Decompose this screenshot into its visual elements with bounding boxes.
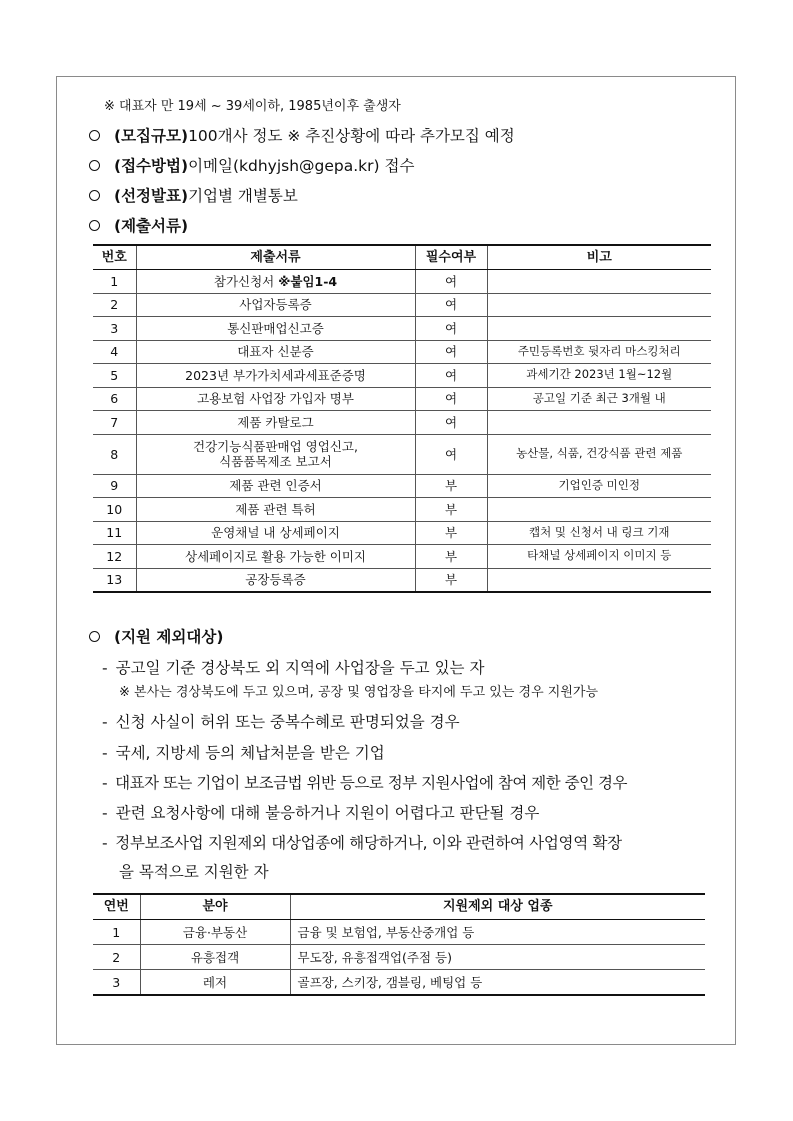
table-header-row	[93, 245, 711, 270]
dash-bullet-icon: -	[102, 834, 108, 852]
table-row: 5 2023년 부가가치세과세표준증명 여 과세기간 2023년 1월~12월	[93, 364, 711, 388]
exclusion-bullet-4: - 대표자 또는 기업이 보조금법 위반 등으로 정부 지원사업에 참여 제한 중인 경우	[102, 774, 627, 792]
submission-docs-table	[93, 244, 711, 593]
exclusion-bullet-1: - 공고일 기준 경상북도 외 지역에 사업장을 두고 있는 자	[102, 659, 485, 677]
exclusion-bullet-6: - 정부보조사업 지원제외 대상업종에 해당하거나, 이와 관련하여 사업영역 확장	[102, 834, 622, 852]
header-industry: 지원제외 대상 업종	[290, 894, 705, 920]
header-remarks: 비고	[487, 245, 711, 270]
dash-bullet-icon: -	[102, 804, 108, 822]
dash-bullet-icon: -	[102, 659, 108, 677]
table-row: 12 상세페이지로 활용 가능한 이미지 부 타채널 상세페이지 이미지 등	[93, 545, 711, 569]
table-row: 9 제품 관련 인증서 부 기업인증 미인정	[93, 474, 711, 498]
table-row: 3 통신판매업신고증 여	[93, 317, 711, 341]
table-row: 4 대표자 신분증 여 주민등록번호 뒷자리 마스킹처리	[93, 340, 711, 364]
circle-bullet-icon	[89, 190, 100, 201]
age-note: ※ 대표자 만 19세 ~ 39세이하, 1985년이후 출생자	[104, 99, 401, 114]
table-row: 1 참가신청서 ※붙임1-4 여	[93, 270, 711, 294]
header-required: 필수여부	[415, 245, 487, 270]
item-application-method: (접수방법) 이메일(kdhyjsh@gepa.kr) 접수	[89, 154, 414, 176]
item-selection-announcement: (선정발표) 기업별 개별통보	[89, 184, 298, 206]
exclusion-bullet-2: - 신청 사실이 허위 또는 중복수혜로 판명되었을 경우	[102, 713, 460, 731]
exclusion-bullet-1-note: ※ 본사는 경상북도에 두고 있으며, 공장 및 영업장을 타지에 두고 있는 경우 지원가능	[119, 685, 599, 700]
exclusion-bullet-5: - 관련 요청사항에 대해 불응하거나 지원이 어렵다고 판단될 경우	[102, 804, 540, 822]
table-row: 10 제품 관련 특허 부	[93, 498, 711, 522]
excluded-industries-table	[93, 893, 705, 996]
exclusion-bullet-6-continuation: 을 목적으로 지원한 자	[119, 863, 269, 881]
header-document: 제출서류	[136, 245, 415, 270]
item-submission-docs: (제출서류)	[89, 214, 188, 236]
exclusion-heading: (지원 제외대상)	[89, 625, 223, 647]
circle-bullet-icon	[89, 130, 100, 141]
dash-bullet-icon: -	[102, 774, 108, 792]
circle-bullet-icon	[89, 220, 100, 231]
table-row: 1 금융·부동산 금융 및 보험업, 부동산중개업 등	[93, 920, 705, 945]
table-row: 6 고용보험 사업장 가입자 명부 여 공고일 기준 최근 3개월 내	[93, 387, 711, 411]
dash-bullet-icon: -	[102, 744, 108, 762]
table-row: 7 제품 카탈로그 여	[93, 411, 711, 435]
table-row: 13 공장등록증 부	[93, 568, 711, 592]
table-row: 2 유흥접객 무도장, 유흥접객업(주점 등)	[93, 945, 705, 970]
circle-bullet-icon	[89, 160, 100, 171]
table-row: 8 건강기능식품판매업 영업신고, 식품품목제조 보고서 여 농산물, 식품, 건강식품 관련 제품	[93, 434, 711, 474]
table-row: 2 사업자등록증 여	[93, 293, 711, 317]
table-row: 3 레저 골프장, 스키장, 갬블링, 베팅업 등	[93, 970, 705, 996]
table-header-row	[93, 894, 705, 920]
circle-bullet-icon	[89, 631, 100, 642]
attachment-ref: ※붙임1-4	[278, 273, 338, 289]
header-serial: 연번	[93, 894, 140, 920]
exclusion-bullet-3: - 국세, 지방세 등의 체납처분을 받은 기업	[102, 744, 385, 762]
table-row: 11 운영채널 내 상세페이지 부 캡처 및 신청서 내 링크 기재	[93, 521, 711, 545]
item-recruit-scale: (모집규모) 100개사 정도 ※ 추진상황에 따라 추가모집 예정	[89, 124, 515, 146]
dash-bullet-icon: -	[102, 713, 108, 731]
header-no: 번호	[93, 245, 136, 270]
header-field: 분야	[140, 894, 290, 920]
